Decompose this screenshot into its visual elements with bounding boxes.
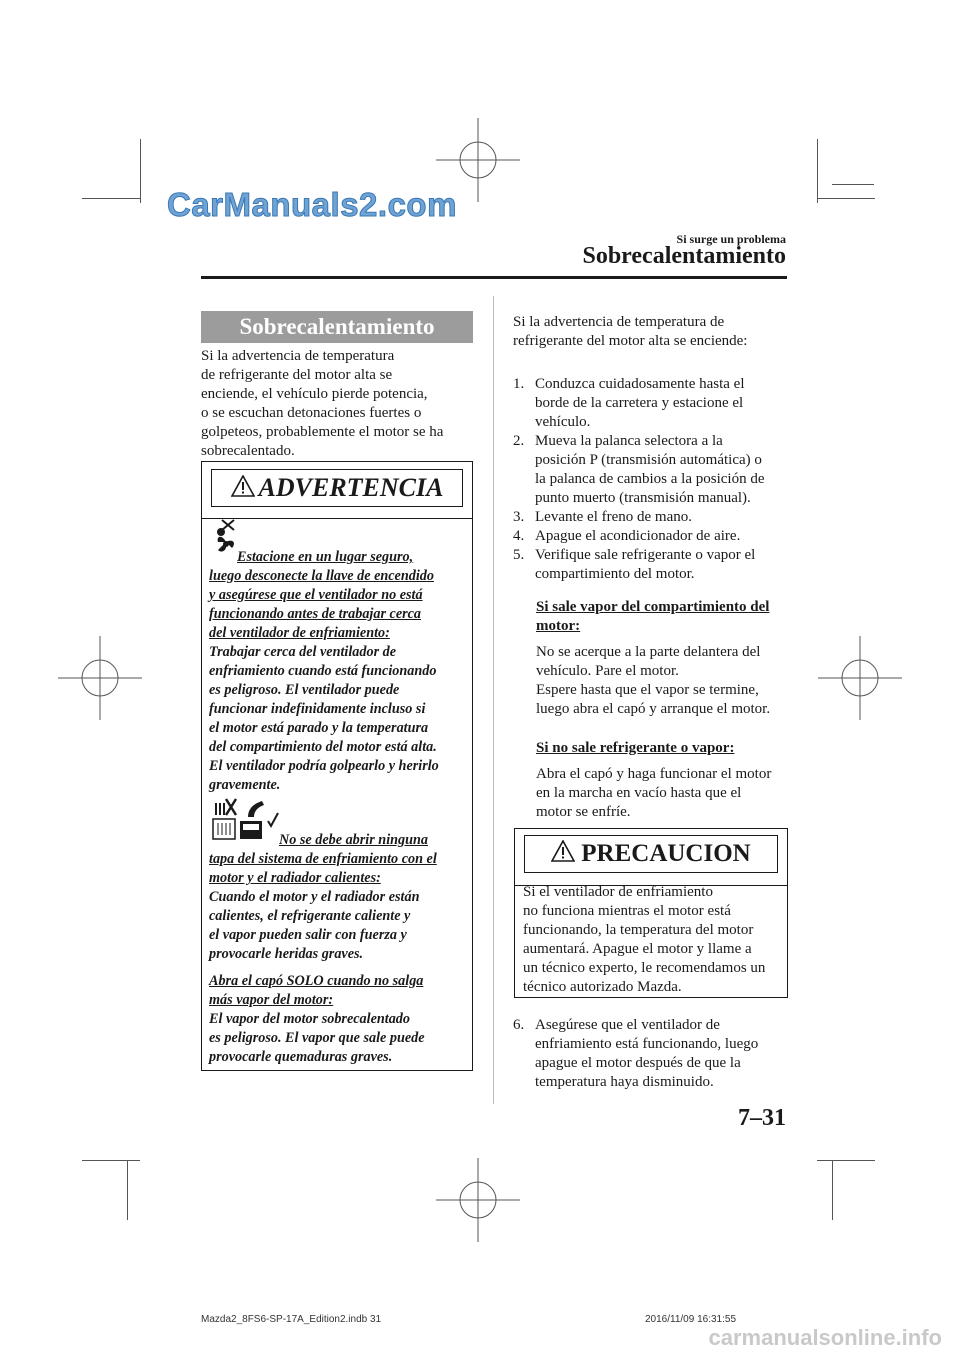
warning-block-fan: Estacione en un lugar seguro, luego desconecte la llave de encendido y asegúrese que el ventilador no está funcionando antes de trabajar cerca del ventilador de enfriamiento: Trabajar cerca del ventilador de enfriamiento cuando está funcionando es peligroso. El ventilador puede funcionar indefinidamente incluso si el motor está parado y la temperatura del compartimiento del motor está alta. El ventilador podría golpearlo y herirlo gravemente. [209,549,439,793]
warning-block-radiator: No se debe abrir ninguna tapa del sistema de enfriamiento con el motor y el radiador calientes: Cuando el motor y el radiador están calientes, el refrigerante caliente y el vapor pueden salir con fuerza y provocarle heridas graves. [209,832,437,962]
list-item: 1. Conduzca cuidadosamente hasta el borde de la carretera y estacione el vehículo. [513,376,745,430]
list-item: 4. Apague el acondicionador de aire. [513,528,741,544]
warning-block-steam: Abra el capó SOLO cuando no salga más vapor del motor: El vapor del motor sobrecalentado es peligroso. El vapor que sale puede provocarle quemaduras graves. [209,973,425,1065]
watermark-footer[interactable]: carmanualsonline.info [708,1325,942,1350]
footer-filename: Mazda2_8FS6-SP-17A_Edition2.indb 31 [201,1314,382,1325]
list-item: 3. Levante el freno de mano. [513,509,693,525]
footer-timestamp: 2016/11/09 16:31:55 [645,1314,737,1325]
page-title: Sobrecalentamiento [582,243,786,269]
subsection-no-steam: Si no sale refrigerante o vapor: Abra el capó y haga funcionar el motor en la marcha en vacío hasta que el motor se enfríe. [536,739,791,822]
right-intro: Si la advertencia de temperatura de refrigerante del motor alta se enciende: [513,314,748,349]
subsection-steam: Si sale vapor del compartimiento del motor: No se acerque a la parte delantera del vehículo. Pare el motor. Espere hasta que el vapor se termine, luego abra el capó y arranque el motor. [536,598,791,719]
watermark-logo[interactable]: CarManuals2.com [167,186,457,223]
registration-mark-left [58,636,142,720]
subsection-no-steam-heading: Si no sale refrigerante o vapor: [536,740,735,756]
chapter-label: Si surge un problema [676,232,786,246]
warning-heading: ADVERTENCIA [211,469,463,507]
subsection-steam-heading: Si sale vapor del compartimiento del motor: [536,599,770,634]
warning-box [201,461,473,1071]
list-item: 2. Mueva la palanca selectora a la posición P (transmisión automática) o la palanca de cambios a la posición de punto muerto (transmisión manual). [513,433,765,506]
section-banner: Sobrecalentamiento [201,311,473,343]
column-divider [493,296,494,1104]
warning-triangle-icon [231,475,255,497]
intro-paragraph: Si la advertencia de temperatura de refrigerante del motor alta se enciende, el vehículo pierde potencia, o se escuchan detonaciones fuertes o golpeteos, probablemente el motor se ha sobrecalentado. [201,348,444,459]
list-item: 6. Asegúrese que el ventilador de enfriamiento está funcionando, luego apague el motor después de que la temperatura haya disminuido. [513,1017,759,1090]
caution-box [514,828,788,998]
warning-triangle-icon [551,840,575,862]
registration-mark-right [818,636,902,720]
page-number: 7–31 [738,1105,786,1131]
caution-heading: PRECAUCION [524,835,778,873]
caution-body: Si el ventilador de enfriamiento no funciona mientras el motor está funcionando, la temperatura del motor aumentará. Apague el motor y llame a un técnico experto, le recomendamos un técnico autorizado Mazda. [523,884,766,995]
list-item: 5. Verifique sale refrigerante o vapor el compartimiento del motor. [513,547,756,582]
steps-list [513,375,793,584]
step-6 [513,1016,793,1092]
registration-mark-bottom [436,1158,520,1242]
header-rule [201,276,787,279]
